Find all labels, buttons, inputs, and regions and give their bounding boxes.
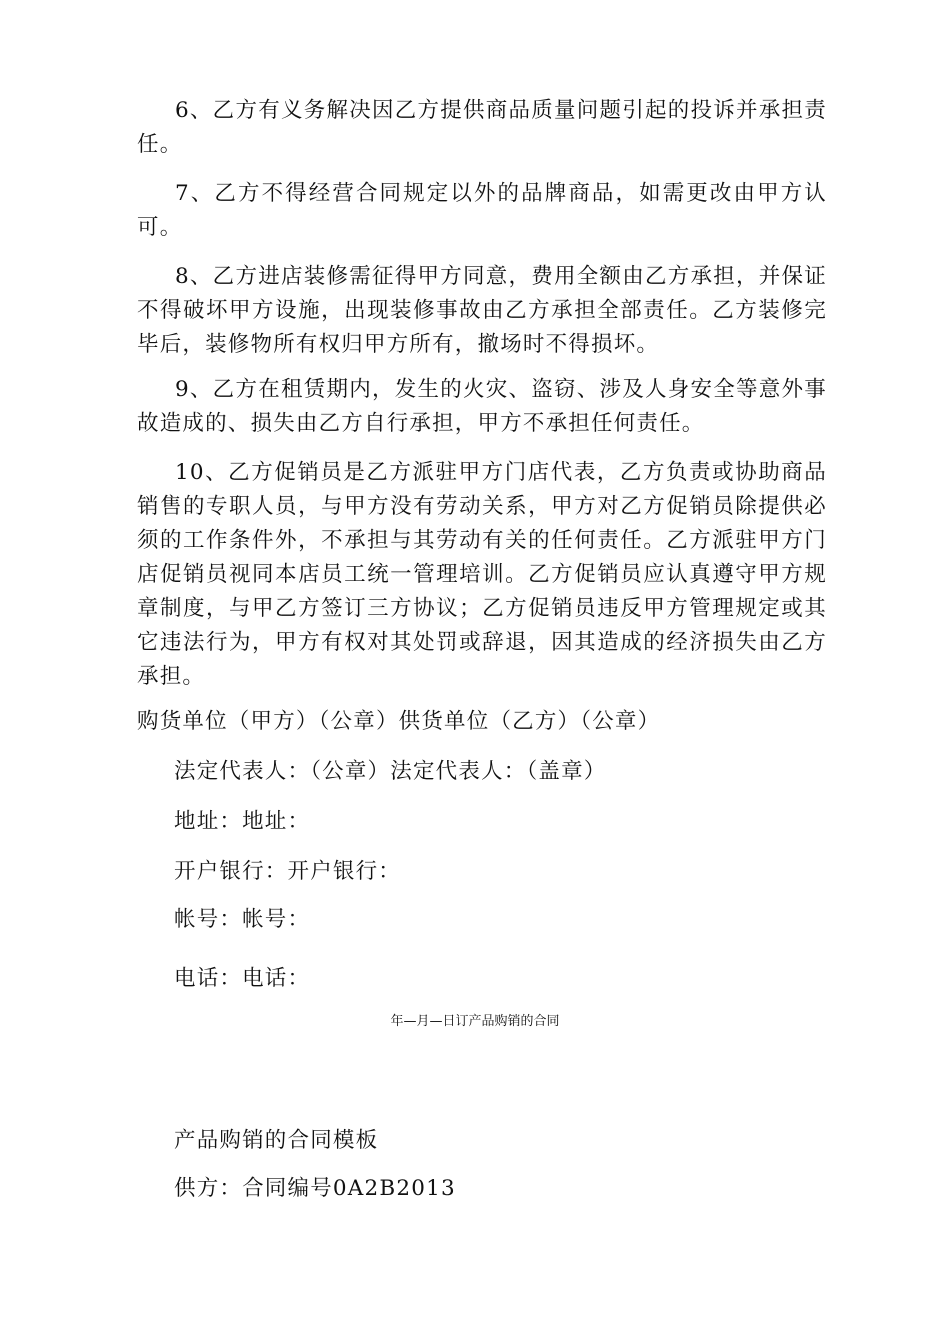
- signature-legal-rep: 法定代表人：（公章）法定代表人：（盖章）: [174, 759, 607, 784]
- footer-note: 年—月—日订产品购销的合同: [390, 1014, 560, 1029]
- signature-phone: 电话：电话：: [174, 966, 311, 991]
- signature-account: 帐号：帐号：: [174, 907, 311, 932]
- next-doc-supplier-line: 供方：合同编号0A2B2013: [174, 1176, 456, 1201]
- signature-parties: 购货单位（甲方）（公章）供货单位（乙方）（公章）: [137, 709, 661, 734]
- signature-bank: 开户银行：开户银行：: [174, 859, 402, 884]
- clause-7: 7、乙方不得经营合同规定以外的品牌商品，如需更改由甲方认可。: [137, 181, 827, 240]
- clause-9: 9、乙方在租赁期内，发生的火灾、盗窃、涉及人身安全等意外事故造成的、损失由乙方自行承担，甲方不承担任何责任。: [137, 377, 827, 436]
- clause-8: 8、乙方进店装修需征得甲方同意，费用全额由乙方承担，并保证不得破坏甲方设施，出现装修事故由乙方承担全部责任。乙方装修完毕后，装修物所有权归甲方所有，撤场时不得损坏。: [137, 264, 827, 357]
- clause-10: 10、乙方促销员是乙方派驻甲方门店代表，乙方负责或协助商品销售的专职人员，与甲方没有劳动关系，甲方对乙方促销员除提供必须的工作条件外，不承担与其劳动有关的任何责任。乙方派驻甲方门店促销员视同本店员工统一管理培训。乙方促销员应认真遵守甲方规章制度，与甲乙方签订三方协议；乙方促销员违反甲方管理规定或其它违法行为，甲方有权对其处罚或辞退，因其造成的经济损失由乙方承担。: [137, 460, 827, 689]
- clause-6: 6、乙方有义务解决因乙方提供商品质量问题引起的投诉并承担责任。: [137, 98, 827, 157]
- next-doc-title: 产品购销的合同模板: [174, 1128, 379, 1153]
- signature-address: 地址：地址：: [174, 809, 311, 834]
